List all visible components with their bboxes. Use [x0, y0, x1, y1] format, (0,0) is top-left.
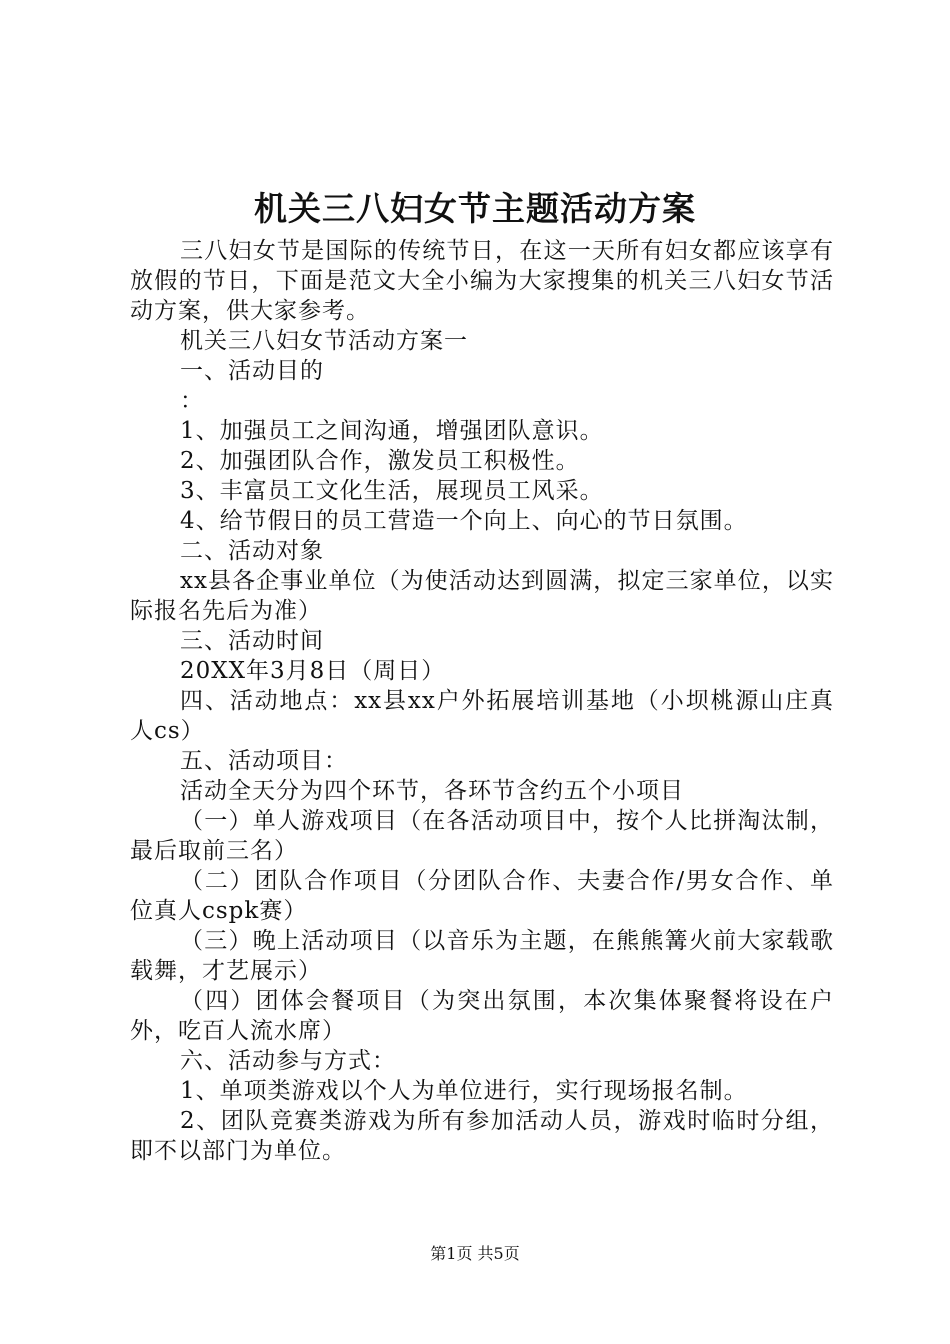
paragraph-projects-summary: 活动全天分为四个环节，各环节含约五个小项目 — [180, 778, 684, 804]
document-title: 机关三八妇女节主题活动方案 — [254, 189, 696, 228]
section-heading-purpose: 一、活动目的 — [180, 358, 324, 384]
section-heading-time: 三、活动时间 — [180, 628, 324, 654]
paragraph-audience: xx县各企事业单位（为使活动达到圆满，拟定三家单位，以实际报名先后为准） — [130, 568, 834, 624]
paragraph-date: 20XX年3月8日（周日） — [180, 658, 446, 684]
section-heading-audience: 二、活动对象 — [180, 538, 324, 564]
paragraph-intro: 三八妇女节是国际的传统节日，在这一天所有妇女都应该享有放假的节日，下面是范文大全小编为大家搜集的机关三八妇女节活动方案，供大家参考。 — [130, 238, 834, 324]
project-item-1: （一）单人游戏项目（在各活动项目中，按个人比拼淘汰制，最后取前三名） — [130, 808, 834, 864]
purpose-item-3: 3、丰富员工文化生活，展现员工风采。 — [180, 478, 604, 504]
purpose-item-1: 1、加强员工之间沟通，增强团队意识。 — [180, 418, 604, 444]
section-heading-projects: 五、活动项目： — [180, 748, 348, 774]
project-item-4: （四）团体会餐项目（为突出氛围，本次集体聚餐将设在户外，吃百人流水席） — [130, 988, 834, 1044]
participation-item-2: 2、团队竞赛类游戏为所有参加活动人员，游戏时临时分组，即不以部门为单位。 — [130, 1108, 834, 1164]
purpose-item-2: 2、加强团队合作，激发员工积极性。 — [180, 448, 580, 474]
project-item-3: （三）晚上活动项目（以音乐为主题，在熊熊篝火前大家载歌载舞，才艺展示） — [130, 928, 834, 984]
section-heading-location: 四、活动地点：xx县xx户外拓展培训基地（小坝桃源山庄真人cs） — [130, 688, 834, 744]
page-footer: 第1页 共5页 — [430, 1244, 520, 1263]
paragraph-plan-heading: 机关三八妇女节活动方案一 — [180, 328, 468, 354]
section-heading-participation: 六、活动参与方式： — [180, 1048, 396, 1074]
paragraph-colon: ： — [180, 388, 204, 414]
participation-item-1: 1、单项类游戏以个人为单位进行，实行现场报名制。 — [180, 1078, 748, 1104]
project-item-2: （二）团队合作项目（分团队合作、夫妻合作/男女合作、单位真人cspk赛） — [130, 868, 834, 924]
purpose-item-4: 4、给节假日的员工营造一个向上、向心的节日氛围。 — [180, 508, 748, 534]
document-body — [130, 236, 834, 1166]
